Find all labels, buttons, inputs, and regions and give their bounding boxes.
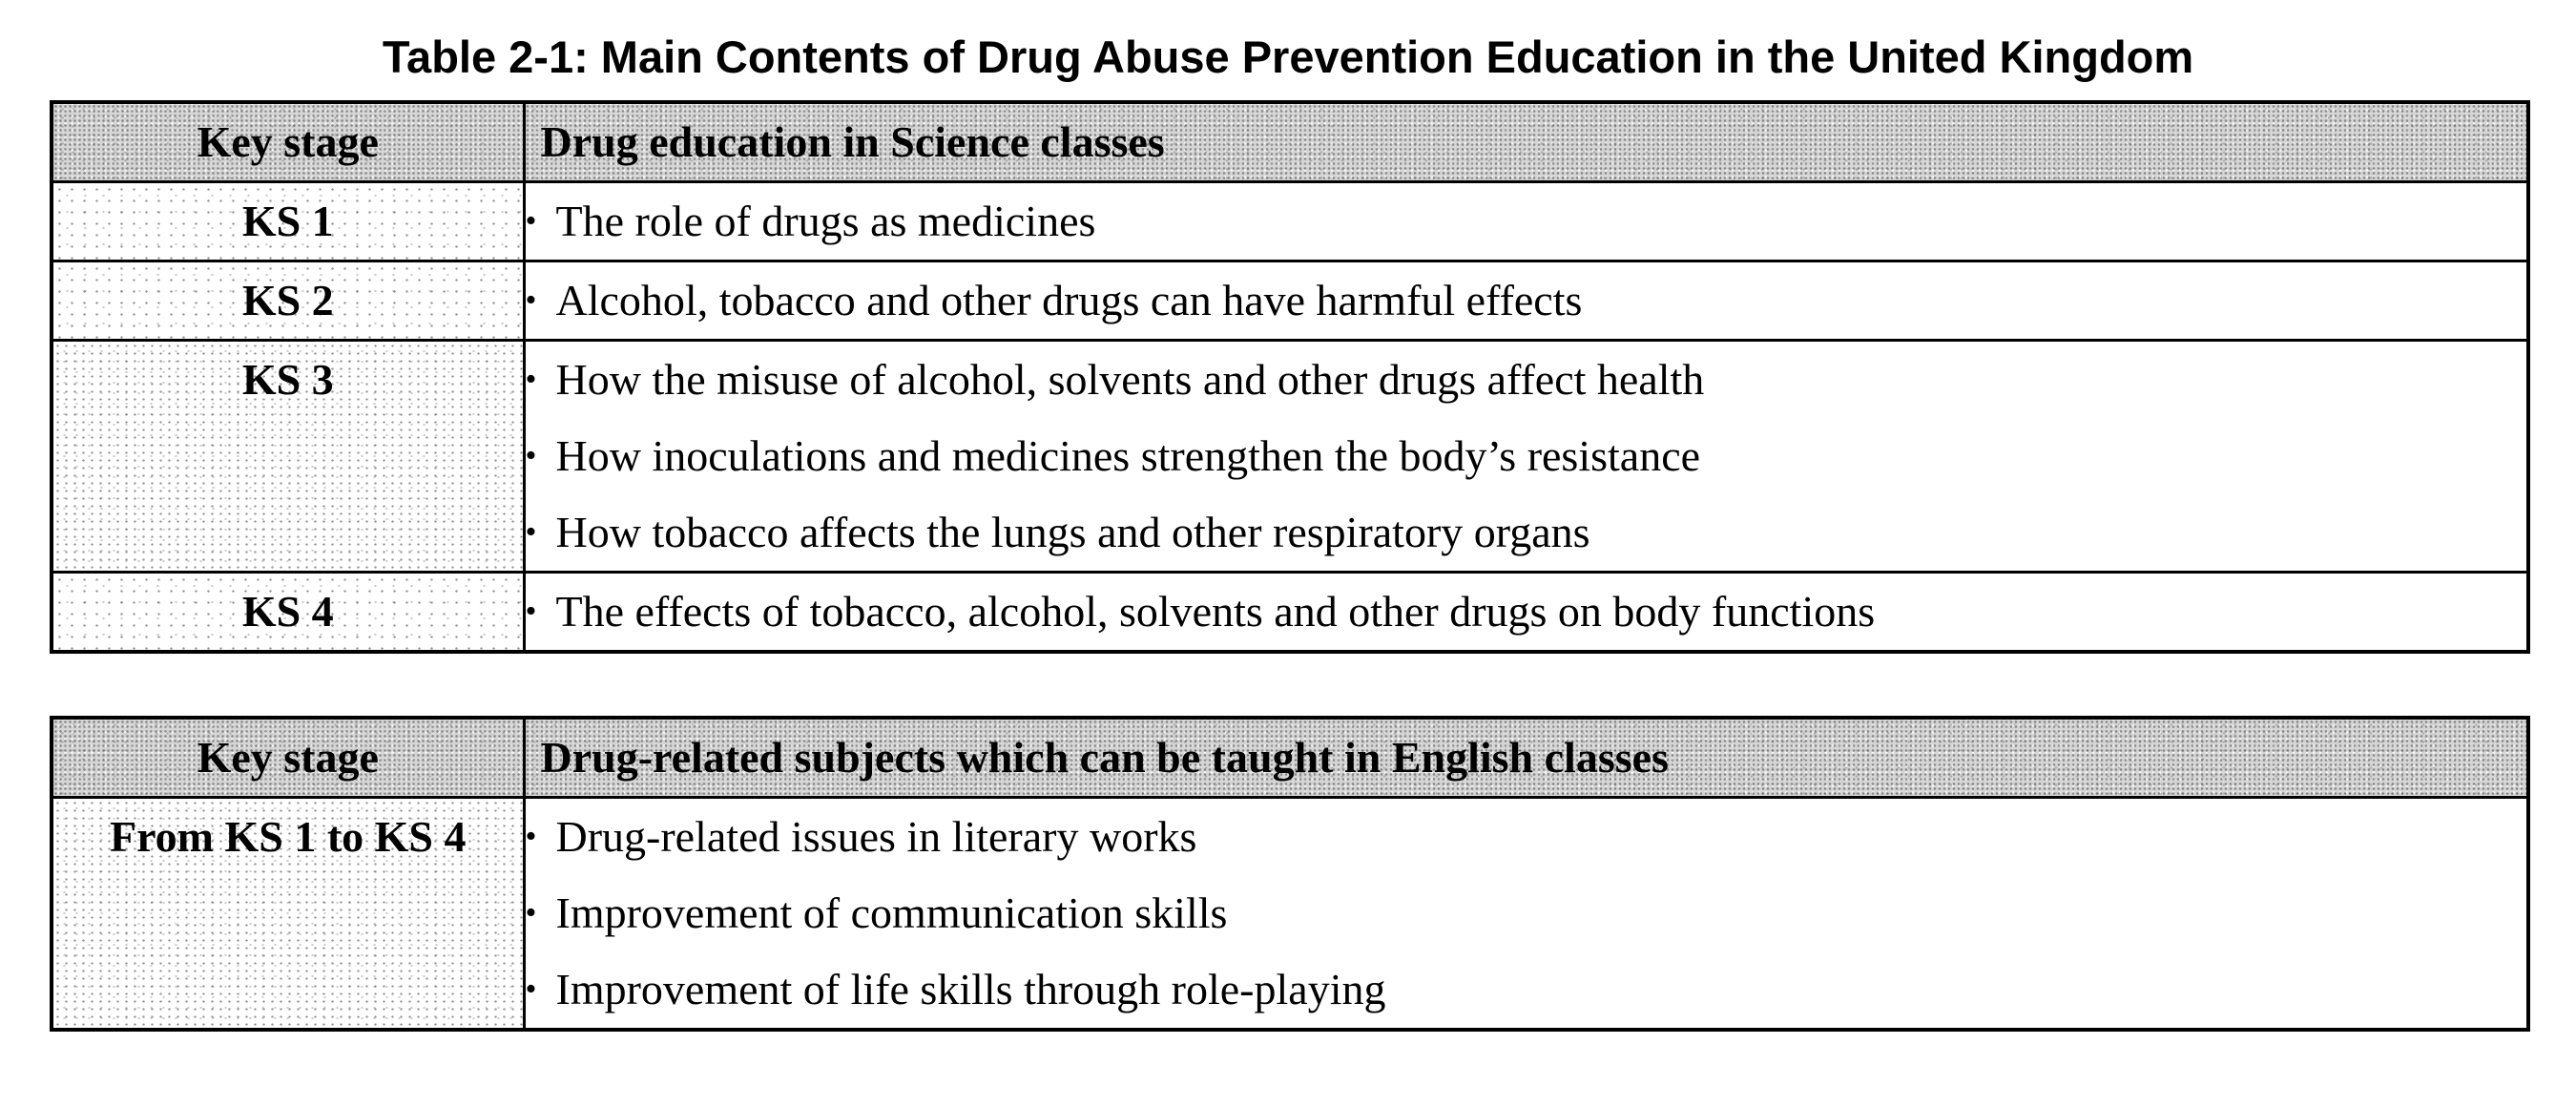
list-item-text: Improvement of life skills through role-playing — [555, 965, 1386, 1013]
table-row — [52, 182, 2528, 261]
list-item — [526, 494, 2527, 571]
key-stage-cell: KS 2 — [52, 261, 524, 341]
list-item — [526, 799, 2527, 875]
table-row — [52, 341, 2528, 573]
list-item-text: Drug-related issues in literary works — [555, 812, 1197, 861]
key-stage-header: Key stage — [52, 718, 524, 798]
content-cell — [524, 341, 2528, 573]
list-item — [526, 951, 2527, 1028]
list-item — [526, 418, 2527, 494]
content-cell — [524, 798, 2528, 1031]
bullet-icon: • — [525, 438, 537, 473]
table-row — [52, 573, 2528, 653]
content-cell — [524, 573, 2528, 653]
bullet-icon: • — [525, 282, 537, 318]
list-item-text: Alcohol, tobacco and other drugs can have harmful effects — [555, 276, 1583, 324]
list-item — [526, 262, 2527, 339]
table-title: Table 2-1: Main Contents of Drug Abuse Prevention Education in the United Kingdom — [382, 31, 2194, 82]
key-stage-header: Key stage — [52, 102, 524, 182]
science-table-header-row — [52, 102, 2528, 182]
list-item-text: How tobacco affects the lungs and other respiratory organs — [555, 508, 1590, 556]
bullet-icon: • — [525, 594, 537, 629]
content-cell — [524, 182, 2528, 261]
key-stage-cell: KS 4 — [52, 573, 524, 653]
key-stage-cell: KS 1 — [52, 182, 524, 261]
science-content-header: Drug education in Science classes — [524, 102, 2528, 182]
content-cell — [524, 261, 2528, 341]
science-table — [50, 100, 2530, 654]
english-table — [50, 716, 2530, 1032]
list-item — [526, 574, 2527, 650]
list-item-text: The effects of tobacco, alcohol, solvents and other drugs on body functions — [555, 587, 1876, 636]
list-item-text: How inoculations and medicines strengthen the body’s resistance — [555, 431, 1701, 480]
list-item — [526, 183, 2527, 260]
bullet-icon: • — [525, 362, 537, 397]
bullet-icon: • — [525, 895, 537, 930]
key-stage-cell: KS 3 — [52, 341, 524, 573]
key-stage-cell: From KS 1 to KS 4 — [52, 798, 524, 1031]
bullet-icon: • — [525, 514, 537, 550]
english-content-header: Drug-related subjects which can be taught in English classes — [524, 718, 2528, 798]
table-row — [52, 261, 2528, 341]
list-item-text: How the misuse of alcohol, solvents and other drugs affect health — [555, 355, 1705, 404]
list-item — [526, 875, 2527, 951]
list-item-text: Improvement of communication skills — [555, 888, 1228, 937]
english-table-header-row — [52, 718, 2528, 798]
bullet-icon: • — [525, 203, 537, 239]
list-item-text: The role of drugs as medicines — [555, 197, 1096, 245]
bullet-icon: • — [525, 819, 537, 854]
table-row — [52, 798, 2528, 1031]
list-item — [526, 342, 2527, 418]
bullet-icon: • — [525, 971, 537, 1007]
